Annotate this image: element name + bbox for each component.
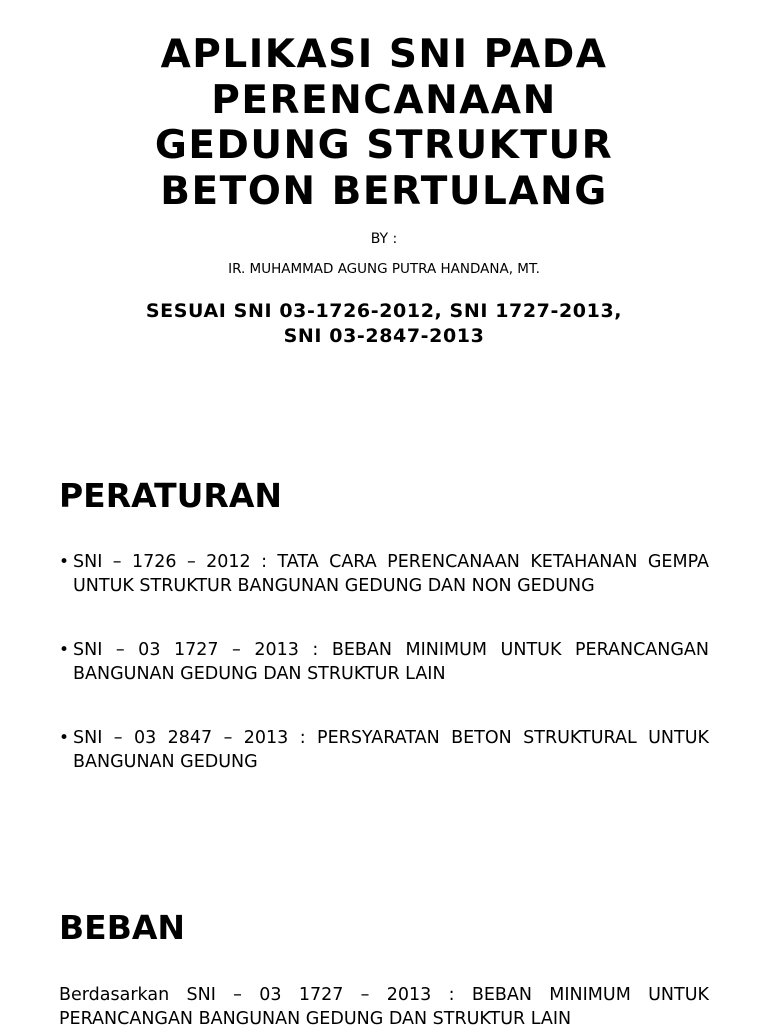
- main-title: [0, 32, 768, 214]
- subtitle-line-2: SNI 03-2847-2013: [283, 325, 485, 347]
- title-slide: [0, 0, 768, 400]
- subtitle: [0, 299, 768, 349]
- subtitle-line-1: SESUAI SNI 03-1726-2012, SNI 1727-2013,: [145, 300, 623, 322]
- beban-heading: BEBAN: [59, 908, 186, 947]
- bullet-icon: •: [59, 728, 70, 748]
- regulation-text: SNI – 1726 – 2012 : TATA CARA PERENCANAAN KETAHANAN GEMPA UNTUK STRUKTUR BANGUNAN GEDUNG DAN NON GEDUNG: [73, 552, 709, 596]
- peraturan-heading: PERATURAN: [59, 476, 282, 515]
- by-label: BY :: [370, 231, 398, 247]
- regulation-item: [59, 638, 709, 686]
- regulation-item: [59, 726, 709, 774]
- regulation-text: SNI – 03 1727 – 2013 : BEBAN MINIMUM UNTUK PERANCANGAN BANGUNAN GEDUNG DAN STRUKTUR LAIN: [73, 640, 709, 684]
- author-name: IR. MUHAMMAD AGUNG PUTRA HANDANA, MT.: [228, 261, 540, 277]
- regulation-list: [59, 550, 709, 814]
- main-title-line-3: GEDUNG STRUKTUR: [154, 123, 614, 168]
- main-title-line-1: APLIKASI SNI PADA: [160, 32, 608, 77]
- main-title-line-2: PERENCANAAN: [211, 77, 557, 123]
- main-title-line-4: BETON BERTULANG: [160, 168, 608, 214]
- bullet-icon: •: [59, 640, 70, 660]
- beban-paragraph: Berdasarkan SNI – 03 1727 – 2013 : BEBAN MINIMUM UNTUK PERANCANGAN BANGUNAN GEDUNG DAN STRUKTUR LAIN: [59, 985, 709, 1029]
- bullet-icon: •: [59, 552, 70, 572]
- regulation-text: SNI – 03 2847 – 2013 : PERSYARATAN BETON STRUKTURAL UNTUK BANGUNAN GEDUNG: [73, 728, 709, 772]
- regulation-item: [59, 550, 709, 598]
